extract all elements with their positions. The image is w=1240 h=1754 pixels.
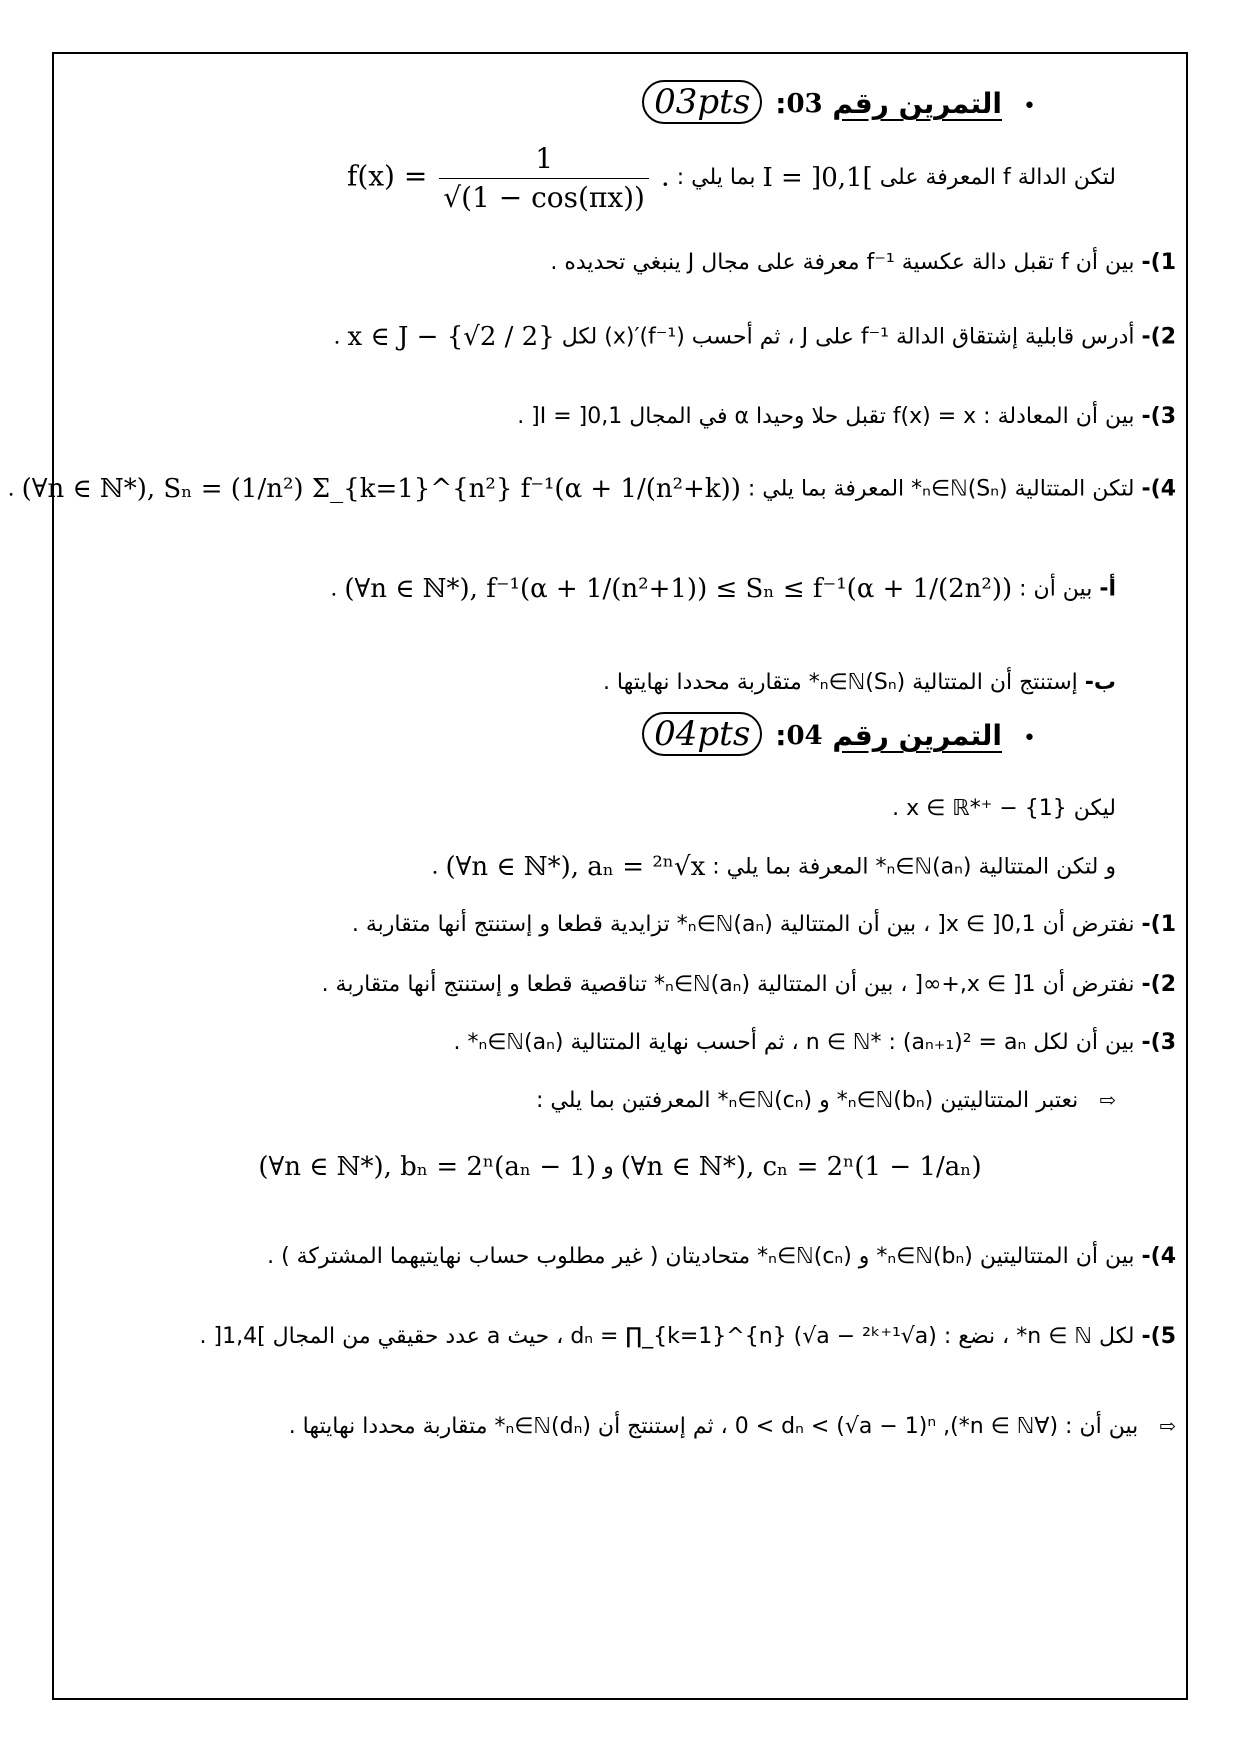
ex3-question-4b: ب- إستنتج أن المتتالية (Sₙ)ₙ∈ℕ* متقاربة محددا نهايتها . — [602, 670, 1116, 695]
page-frame — [7, 52, 1188, 1700]
S-definition: (∀n ∈ ℕ*), Sₙ = (1/n²) Σ_{k=1}^{n²} f⁻¹(α + 1/(n²+k)) — [21, 474, 741, 504]
ex4-question-4: 4)- بين أن المتتاليتين (bₙ)ₙ∈ℕ* و (cₙ)ₙ∈ℕ* متحاديتان ( غير مطلوب حساب نهايتيهما المشتركة ) . — [267, 1244, 1176, 1269]
exercise3-points: 03pts — [642, 80, 762, 124]
exercise3-number: 03 — [786, 89, 823, 120]
def-c: (∀n ∈ ℕ*), cₙ = 2ⁿ(1 − 1/aₙ) — [620, 1152, 982, 1182]
exercise4-header: • التمرين رقم 04: 04pts — [636, 714, 1036, 755]
ex4-final: ⇨ بين أن : (∀n ∈ ℕ*), 0 < dₙ < (√a − 1)ⁿ ، ثم إستنتج أن (dₙ)ₙ∈ℕ* متقاربة محددا نهايتها . — [288, 1414, 1176, 1439]
ex4-question-2: 2)- نفترض أن x ∈ ]1,+∞[ ، بين أن المتتالية (aₙ)ₙ∈ℕ* تناقصية قطعا و إستنتج أنها متقاربة . — [321, 972, 1176, 997]
ex3-question-2: 2)- أدرس قابلية إشتقاق الدالة f⁻¹ على J ، ثم أحسب (f⁻¹)′(x) لكل x ∈ J − {√2 / 2} . — [333, 322, 1176, 352]
exercise4-title: التمرين رقم — [832, 719, 1003, 752]
ex3-question-4a: أ- بين أن : (∀n ∈ ℕ*), f⁻¹(α + 1/(n²+1)) ≤ Sₙ ≤ f⁻¹(α + 1/(2n²)) . — [330, 574, 1116, 604]
ex3-question-4: 4)- لتكن المتتالية (Sₙ)ₙ∈ℕ* المعرفة بما يلي : (∀n ∈ ℕ*), Sₙ = (1/n²) Σ_{k=1}^{n²} f⁻¹(α + 1/(n²+k)) . — [7, 474, 1176, 504]
ex4-question-5: 5)- لكل n ∈ ℕ* ، نضع : dₙ = ∏_{k=1}^{n} (√a − ²ᵏ⁺¹√a) ، حيث a عدد حقيقي من المجال ]1,4[ . — [199, 1324, 1176, 1349]
f-definition: f(x) = $\frac{1}{√(1 - \cos(\pi x))}$ . — [346, 142, 670, 214]
ex4-consider: ⇨ نعتبر المتتاليتين (bₙ)ₙ∈ℕ* و (cₙ)ₙ∈ℕ* المعرفتين بما يلي : — [536, 1088, 1116, 1113]
arrow-icon: ⇨ — [1159, 1414, 1176, 1438]
exercise3-header: • التمرين رقم 03: 03pts — [636, 82, 1036, 123]
bullet-icon: • — [1023, 726, 1036, 751]
intro-interval: I = ]0,1[ — [762, 162, 873, 193]
ex3-question-1: 1)- بين أن f تقبل دالة عكسية f⁻¹ معرفة على مجال J ينبغي تحديده . — [550, 250, 1176, 275]
ex4-definitions: (∀n ∈ ℕ*), cₙ = 2ⁿ(1 − 1/aₙ) و (∀n ∈ ℕ*), bₙ = 2ⁿ(aₙ − 1) — [258, 1152, 982, 1182]
exercise4-number: 04 — [786, 721, 823, 752]
ex4-question-1: 1)- نفترض أن x ∈ ]0,1[ ، بين أن المتتالية (aₙ)ₙ∈ℕ* تزايدية قطعا و إستنتج أنها متقاربة . — [351, 912, 1176, 937]
ex4-intro-2: و لتكن المتتالية (aₙ)ₙ∈ℕ* المعرفة بما يلي : (∀n ∈ ℕ*), aₙ = ²ⁿ√x . — [431, 852, 1116, 882]
exercise3-intro — [347, 142, 1116, 214]
exercise3-title: التمرين رقم — [832, 87, 1003, 120]
intro-text2: بما يلي : — [676, 165, 756, 191]
ex4-intro-1: ليكن x ∈ ℝ*⁺ − {1} . — [892, 796, 1116, 821]
ex3-question-3: 3)- بين أن المعادلة : f(x) = x تقبل حلا وحيدا α في المجال I = ]0,1[ . — [517, 404, 1176, 429]
intro-text: لتكن الدالة f المعرفة على — [879, 165, 1116, 191]
def-b: (∀n ∈ ℕ*), bₙ = 2ⁿ(aₙ − 1) — [258, 1152, 597, 1182]
bullet-icon: • — [1023, 94, 1036, 119]
ex4-question-3: 3)- بين أن لكل n ∈ ℕ* : (aₙ₊₁)² = aₙ ، ثم أحسب نهاية المتتالية (aₙ)ₙ∈ℕ* . — [453, 1030, 1176, 1055]
exercise4-points: 04pts — [642, 712, 762, 756]
arrow-icon: ⇨ — [1099, 1088, 1116, 1112]
